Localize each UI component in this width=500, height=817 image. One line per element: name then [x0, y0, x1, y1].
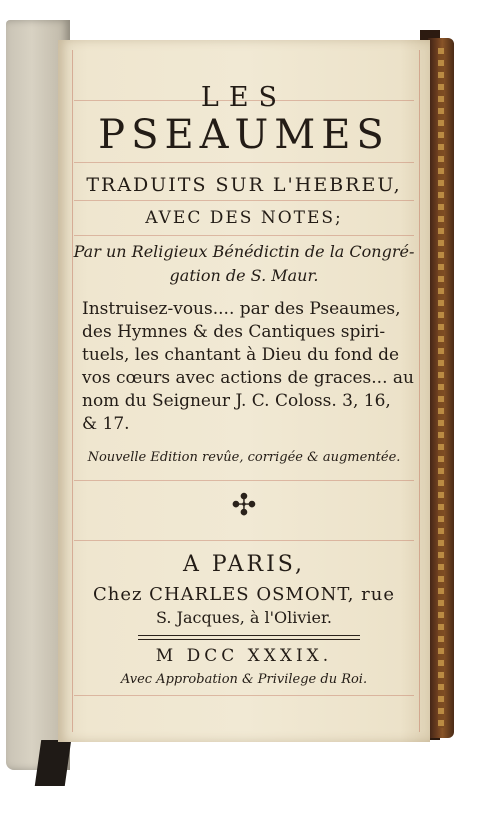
subtitle-notes: AVEC DES NOTES;: [145, 208, 343, 228]
epigraph-line: & 17.: [82, 414, 130, 434]
title-line-les: LES: [200, 82, 288, 113]
epigraph-line: nom du Seigneur J. C. Coloss. 3, 16,: [82, 391, 391, 411]
title-page: [58, 40, 430, 742]
author-line-1: Par un Religieux Bénédictin de la Congré-: [73, 242, 415, 261]
privilege-line: Avec Approbation & Privilege du Roi.: [120, 672, 368, 687]
epigraph-line: des Hymnes & des Cantiques spiri-: [82, 322, 386, 342]
epigraph-line: tuels, les chantant à Dieu du fond de: [82, 345, 400, 365]
author-line-2: gation de S. Maur.: [169, 266, 319, 285]
imprint-year: M DCC XXXIX.: [155, 646, 333, 666]
board-corner: [35, 740, 71, 786]
epigraph-line: Instruisez-vous.... par des Pseaumes,: [82, 299, 401, 319]
ruled-line: [74, 480, 414, 481]
double-rule: [138, 635, 360, 640]
edition-note: Nouvelle Edition revûe, corrigée & augmentée.: [87, 450, 401, 465]
subtitle-traduits: TRADUITS SUR L'HEBREU,: [86, 174, 402, 196]
ruled-line: [74, 162, 414, 163]
title-line-pseaumes: PSEAUMES: [98, 112, 390, 158]
ruled-line: [74, 200, 414, 201]
imprint-city: A PARIS,: [182, 552, 306, 577]
ruled-line: [74, 540, 414, 541]
ruled-line: [74, 695, 414, 696]
imprint-address: S. Jacques, à l'Olivier.: [156, 608, 332, 627]
ruled-line: [74, 235, 414, 236]
fleuron-icon: ✣: [231, 488, 257, 523]
gilt-page-edge: [428, 38, 454, 738]
epigraph: [82, 298, 412, 436]
epigraph-line: vos cœurs avec actions de graces... au: [82, 368, 414, 388]
imprint-publisher: Chez CHARLES OSMONT, rue: [92, 584, 396, 605]
